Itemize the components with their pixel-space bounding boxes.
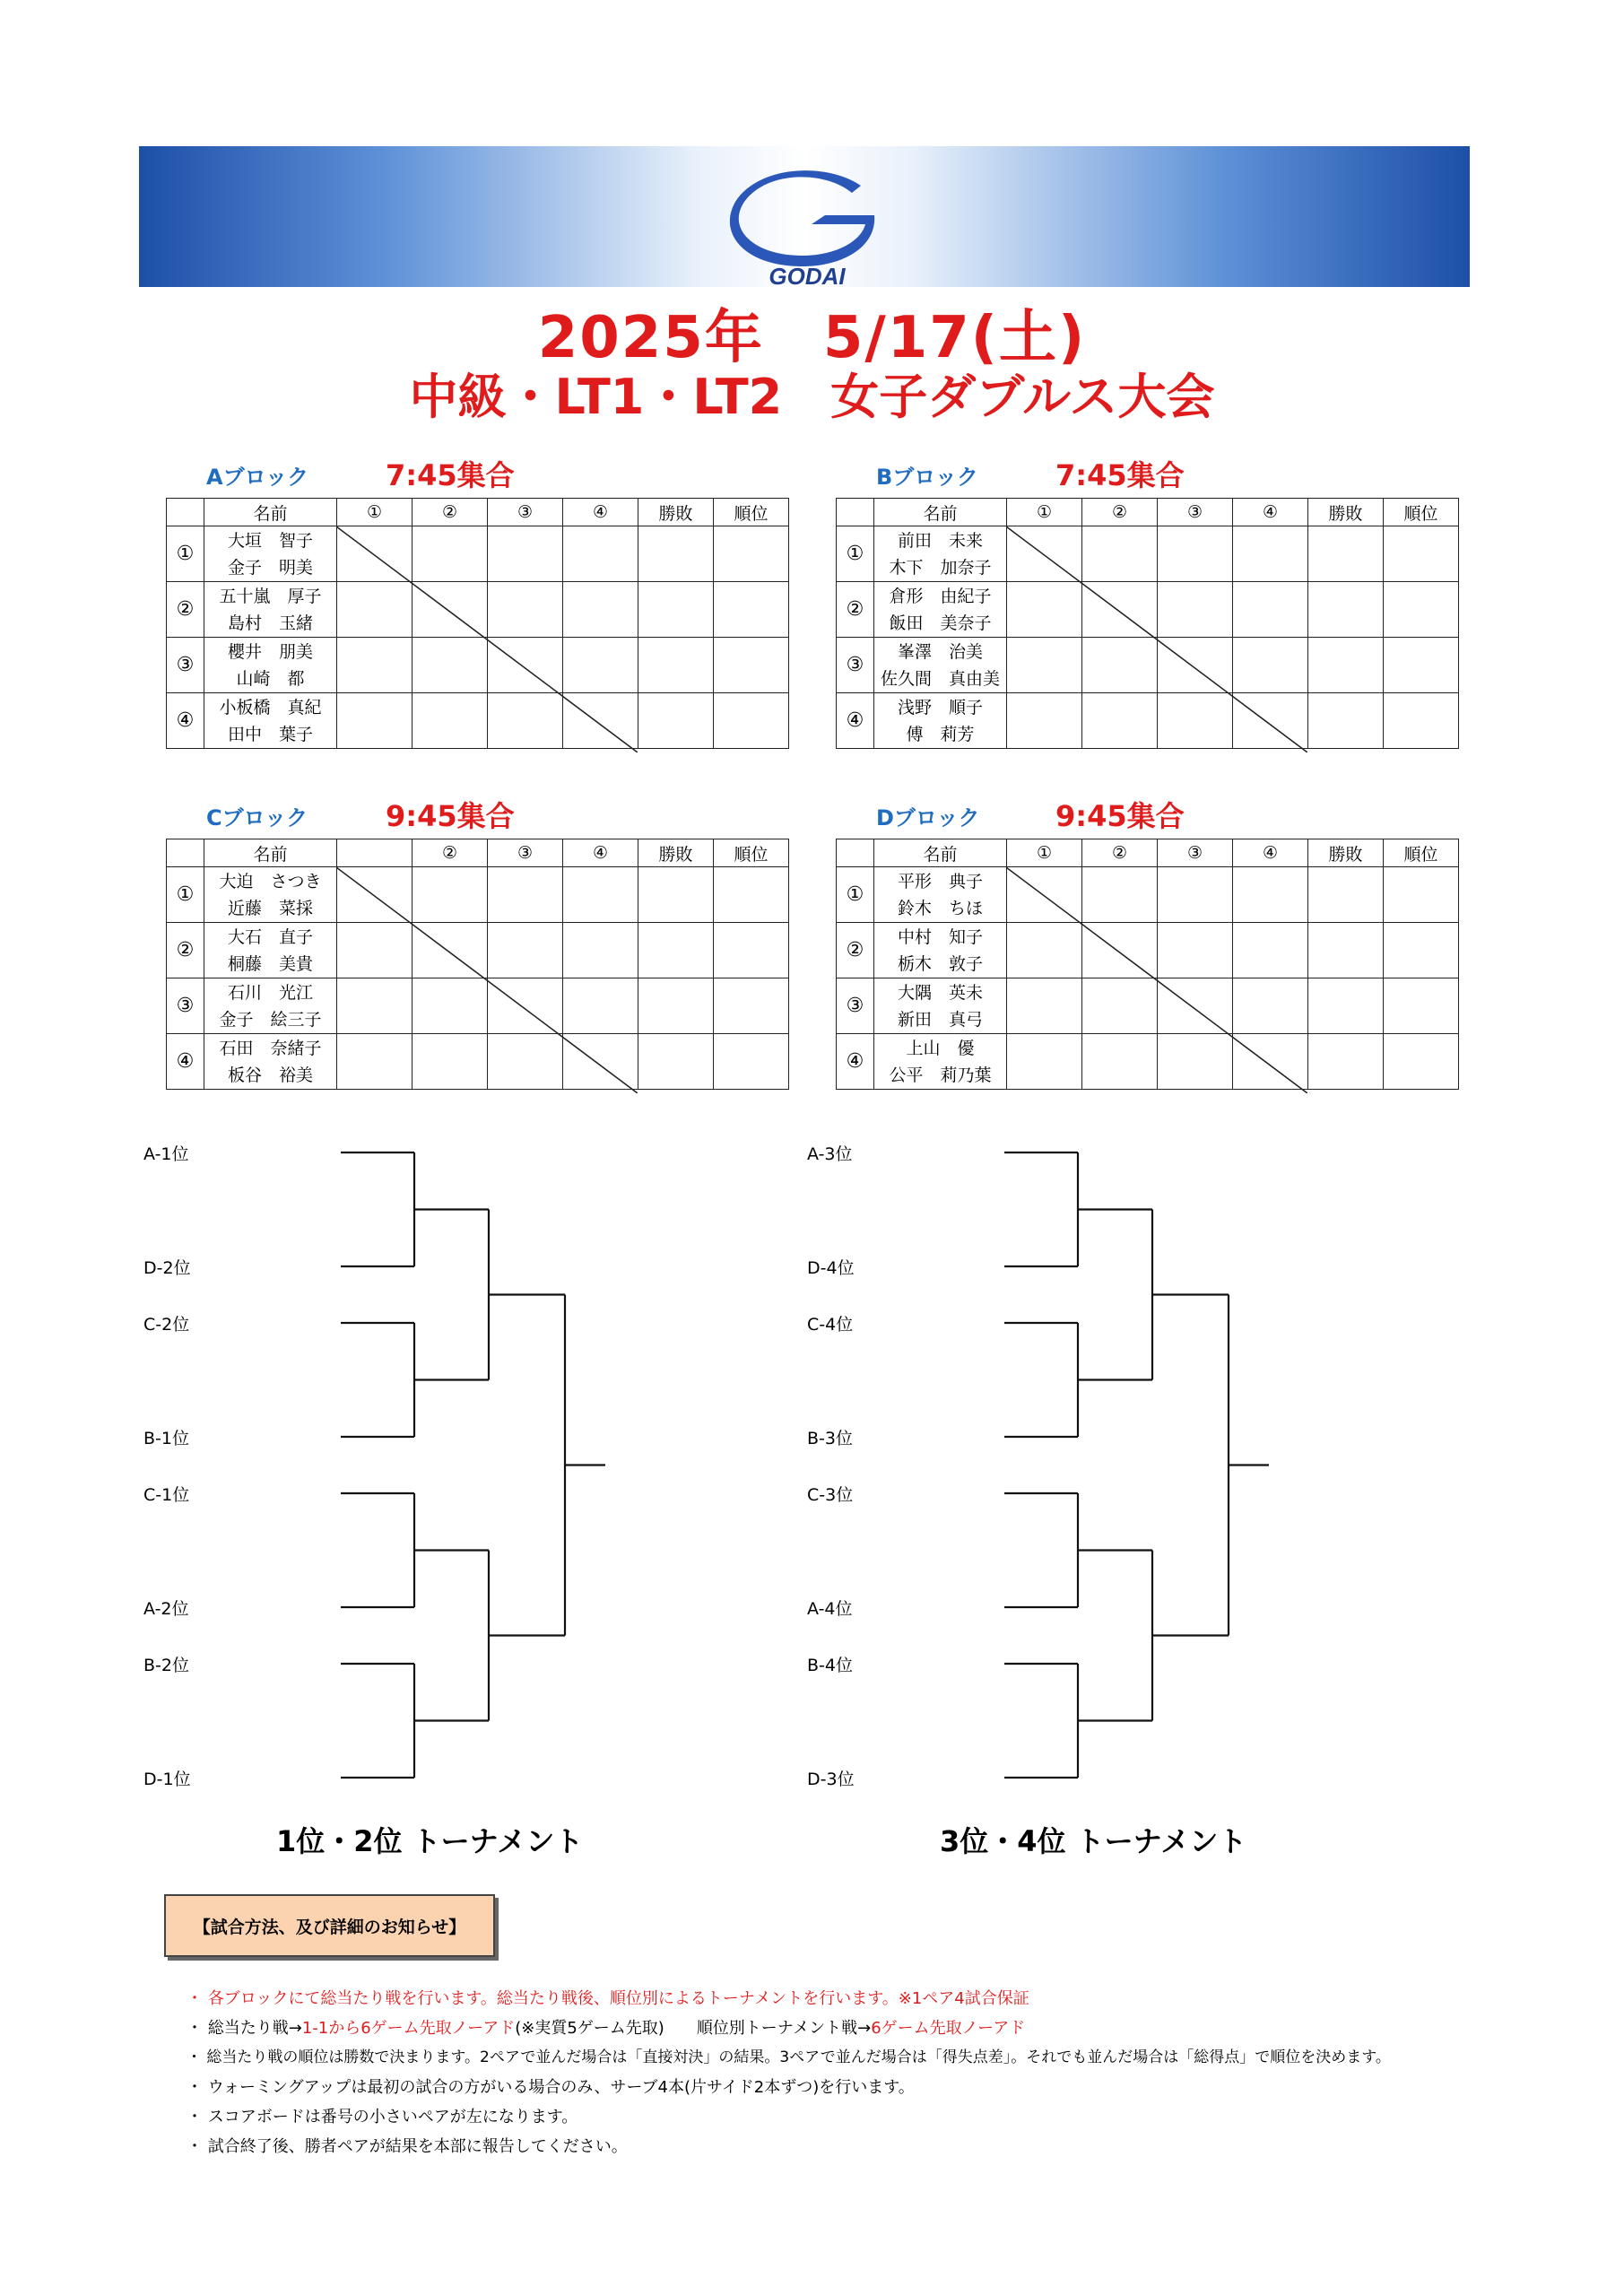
score-cell: [1158, 978, 1233, 1034]
header-cell: 勝敗: [638, 839, 714, 867]
tournament-title: 3位・4位 トーナメント: [940, 1824, 1247, 1858]
header-cell: ②: [1082, 499, 1158, 526]
notice-line: ・ 総当たり戦→1-1から6ゲーム先取ノーアド(※実質5ゲーム先取) 順位別トーナメント戦→6ゲーム先取ノーアド: [187, 2019, 1026, 2038]
score-cell: [1158, 638, 1233, 693]
pair-names: [204, 923, 337, 978]
pair-number: ④: [167, 693, 204, 749]
assembly-time: 9:45集合: [1055, 799, 1185, 833]
pair-number: ④: [167, 1034, 204, 1090]
score-cell: [1082, 693, 1158, 749]
header-cell: ③: [1158, 839, 1233, 867]
score-cell: [563, 582, 638, 638]
bracket-lines: [807, 1130, 1309, 1812]
score-cell: [488, 923, 563, 978]
score-cell: [1233, 867, 1308, 923]
score-cell: [488, 526, 563, 582]
score-cell: [1082, 867, 1158, 923]
pair-number: ①: [837, 867, 874, 923]
score-cell: [638, 526, 714, 582]
table-row: [167, 867, 789, 923]
seed-label: C-3位: [807, 1485, 854, 1505]
score-cell: [638, 638, 714, 693]
notice-line: ・ 試合終了後、勝者ペアが結果を本部に報告してください。: [187, 2137, 628, 2156]
player-name: 鈴木 ちほ: [897, 898, 983, 918]
score-cell: [638, 923, 714, 978]
score-cell: [1308, 978, 1384, 1034]
header-cell: 勝敗: [638, 499, 714, 526]
score-cell: [1082, 923, 1158, 978]
header-cell: ③: [488, 499, 563, 526]
player-name: 上山 優: [906, 1038, 975, 1058]
block-label: Cブロック: [206, 805, 308, 831]
assembly-time: 7:45集合: [386, 458, 515, 492]
player-name: 傅 莉芳: [906, 724, 975, 744]
pair-names: [204, 638, 337, 693]
pair-number: ①: [837, 526, 874, 582]
score-cell: [413, 978, 488, 1034]
notice-list: [187, 1984, 1478, 2161]
player-name: 田中 葉子: [227, 724, 313, 744]
player-name: 桐藤 美貴: [227, 953, 313, 974]
pair-number: ④: [837, 693, 874, 749]
score-cell: [1233, 526, 1308, 582]
score-cell: [488, 978, 563, 1034]
table-row: [167, 978, 789, 1034]
header-cell: ④: [563, 499, 638, 526]
header-cell: [337, 839, 413, 867]
score-cell: [1158, 867, 1233, 923]
player-name: 平形 典子: [897, 871, 983, 891]
score-cell: [1308, 867, 1384, 923]
player-name: 石田 奈緒子: [219, 1038, 322, 1058]
tournament-title: 1位・2位 トーナメント: [276, 1824, 584, 1858]
score-cell: [1384, 693, 1459, 749]
pair-number: ②: [837, 923, 874, 978]
header-cell: 順位: [714, 499, 789, 526]
pair-names: [874, 867, 1007, 923]
pair-number: ②: [837, 582, 874, 638]
seed-label: B-2位: [143, 1656, 189, 1675]
logo-text: GODAI: [769, 263, 846, 287]
score-cell: [337, 693, 413, 749]
header-cell: 名前: [874, 499, 1007, 526]
pair-names: [874, 978, 1007, 1034]
notice-line: ・ 各ブロックにて総当たり戦を行います。総当たり戦後、順位別によるトーナメントを行います。※1ペア4試合保証: [187, 1989, 1029, 2008]
header-cell: ②: [413, 499, 488, 526]
pair-number: ①: [167, 867, 204, 923]
pair-names: [874, 526, 1007, 582]
seed-label: C-1位: [143, 1485, 190, 1505]
header-cell: [167, 839, 204, 867]
header-cell: 順位: [714, 839, 789, 867]
player-name: 峯澤 治美: [897, 641, 983, 662]
score-cell: [1082, 1034, 1158, 1090]
header-cell: [167, 499, 204, 526]
header-cell: ④: [1233, 499, 1308, 526]
header-cell: 名前: [204, 839, 337, 867]
notice-line: ・ ウォーミングアップは最初の試合の方がいる場合のみ、サーブ4本(片サイド2本ずつ)を行います。: [187, 2078, 915, 2097]
header-cell: ②: [1082, 839, 1158, 867]
player-name: 佐久間 真由美: [880, 668, 1000, 689]
score-cell: [1308, 638, 1384, 693]
score-cell: [1007, 978, 1082, 1034]
seed-label: D-1位: [143, 1770, 191, 1789]
table-row: [837, 693, 1459, 749]
score-cell: [563, 978, 638, 1034]
score-cell: [337, 526, 413, 582]
pair-number: ③: [167, 638, 204, 693]
table-row: [167, 526, 789, 582]
player-name: 五十嵐 厚子: [219, 586, 322, 606]
score-cell: [714, 1034, 789, 1090]
score-cell: [337, 923, 413, 978]
score-cell: [413, 582, 488, 638]
score-cell: [1233, 638, 1308, 693]
notice-line: ・ スコアボードは番号の小さいペアが左になります。: [187, 2108, 578, 2126]
seed-label: D-4位: [807, 1258, 855, 1278]
score-cell: [638, 693, 714, 749]
score-cell: [413, 526, 488, 582]
table-row: [167, 923, 789, 978]
notice-title-box: 【試合方法、及び詳細のお知らせ】: [164, 1894, 495, 1957]
event-date: 2025年 5/17(土): [537, 305, 1087, 371]
round-robin-table: [166, 839, 789, 1090]
score-cell: [1384, 638, 1459, 693]
header-cell: ④: [1233, 839, 1308, 867]
pair-names: [874, 582, 1007, 638]
pair-names: [204, 582, 337, 638]
pair-names: [874, 923, 1007, 978]
score-cell: [1082, 638, 1158, 693]
seed-label: A-3位: [807, 1144, 853, 1164]
score-cell: [563, 693, 638, 749]
score-cell: [1308, 526, 1384, 582]
score-cell: [714, 638, 789, 693]
player-name: 石川 光江: [227, 982, 313, 1003]
player-name: 飯田 美奈子: [889, 613, 992, 633]
pair-names: [874, 693, 1007, 749]
score-cell: [1308, 582, 1384, 638]
score-cell: [1384, 978, 1459, 1034]
score-cell: [638, 582, 714, 638]
seed-label: A-1位: [143, 1144, 189, 1164]
seed-label: C-4位: [807, 1315, 854, 1335]
pair-number: ③: [837, 638, 874, 693]
player-name: 板谷 裕美: [227, 1065, 313, 1085]
score-cell: [337, 1034, 413, 1090]
score-cell: [1007, 638, 1082, 693]
header-cell: ①: [337, 499, 413, 526]
score-cell: [1158, 526, 1233, 582]
score-cell: [714, 582, 789, 638]
table-row: [837, 978, 1459, 1034]
player-name: 大垣 智子: [227, 530, 313, 551]
pair-number: ④: [837, 1034, 874, 1090]
player-name: 中村 知子: [897, 926, 983, 947]
score-cell: [413, 923, 488, 978]
player-name: 金子 明美: [227, 557, 313, 578]
score-cell: [714, 923, 789, 978]
player-name: 大迫 さつき: [219, 871, 322, 891]
pair-names: [204, 1034, 337, 1090]
score-cell: [638, 978, 714, 1034]
score-cell: [488, 693, 563, 749]
player-name: 金子 絵三子: [219, 1009, 322, 1030]
header-cell: 名前: [874, 839, 1007, 867]
score-cell: [413, 867, 488, 923]
event-title: 中級・LT1・LT2 女子ダブルス大会: [409, 369, 1215, 425]
header-cell: [837, 839, 874, 867]
player-name: 浅野 順子: [897, 697, 983, 718]
score-cell: [337, 638, 413, 693]
header-cell: 勝敗: [1308, 839, 1384, 867]
player-name: 栃木 敦子: [897, 953, 983, 974]
score-cell: [1308, 923, 1384, 978]
score-cell: [714, 978, 789, 1034]
score-cell: [563, 638, 638, 693]
pair-number: ②: [167, 582, 204, 638]
seed-label: A-4位: [807, 1599, 853, 1619]
block-label: Dブロック: [876, 805, 980, 831]
header-cell: 勝敗: [1308, 499, 1384, 526]
player-name: 大隅 英未: [897, 982, 983, 1003]
score-cell: [1007, 582, 1082, 638]
score-cell: [1007, 923, 1082, 978]
score-cell: [1082, 978, 1158, 1034]
assembly-time: 7:45集合: [1055, 458, 1185, 492]
header-cell: ③: [488, 839, 563, 867]
header-cell: [837, 499, 874, 526]
table-row: [837, 1034, 1459, 1090]
score-cell: [563, 923, 638, 978]
score-cell: [1384, 1034, 1459, 1090]
score-cell: [488, 1034, 563, 1090]
pair-number: ①: [167, 526, 204, 582]
player-name: 木下 加奈子: [889, 557, 992, 578]
score-cell: [337, 582, 413, 638]
score-cell: [488, 638, 563, 693]
seed-label: B-3位: [807, 1429, 853, 1448]
score-cell: [488, 867, 563, 923]
score-cell: [1158, 693, 1233, 749]
round-robin-table: [836, 498, 1459, 749]
score-cell: [1158, 582, 1233, 638]
score-cell: [1158, 923, 1233, 978]
score-cell: [1158, 1034, 1233, 1090]
bracket-lines: [143, 1130, 646, 1812]
header-cell: ③: [1158, 499, 1233, 526]
player-name: 島村 玉緒: [227, 613, 313, 633]
player-name: 櫻井 朋美: [227, 641, 313, 662]
score-cell: [1007, 526, 1082, 582]
score-cell: [563, 526, 638, 582]
score-cell: [1082, 582, 1158, 638]
header-cell: 名前: [204, 499, 337, 526]
table-row: [837, 867, 1459, 923]
table-row: [837, 923, 1459, 978]
pair-names: [204, 693, 337, 749]
player-name: 前田 未来: [897, 530, 983, 551]
table-row: [167, 1034, 789, 1090]
pair-number: ②: [167, 923, 204, 978]
godai-logo: [717, 166, 897, 287]
score-cell: [1384, 923, 1459, 978]
score-cell: [1384, 582, 1459, 638]
score-cell: [1082, 526, 1158, 582]
header-cell: ①: [1007, 499, 1082, 526]
score-cell: [1233, 978, 1308, 1034]
assembly-time: 9:45集合: [386, 799, 515, 833]
score-cell: [714, 693, 789, 749]
player-name: 公平 莉乃葉: [889, 1065, 992, 1085]
table-row: [167, 638, 789, 693]
player-name: 山崎 都: [236, 668, 305, 689]
seed-label: B-4位: [807, 1656, 853, 1675]
score-cell: [638, 1034, 714, 1090]
header-cell: 順位: [1384, 839, 1459, 867]
score-cell: [337, 978, 413, 1034]
seed-label: A-2位: [143, 1599, 189, 1619]
score-cell: [413, 638, 488, 693]
score-cell: [638, 867, 714, 923]
table-row: [167, 582, 789, 638]
score-cell: [1384, 526, 1459, 582]
seed-label: D-2位: [143, 1258, 191, 1278]
score-cell: [1233, 693, 1308, 749]
score-cell: [1233, 582, 1308, 638]
block-label: Bブロック: [876, 465, 978, 490]
score-cell: [488, 582, 563, 638]
score-cell: [1384, 867, 1459, 923]
score-cell: [413, 1034, 488, 1090]
score-cell: [1007, 693, 1082, 749]
header-cell: 順位: [1384, 499, 1459, 526]
score-cell: [1007, 867, 1082, 923]
player-name: 小板橋 真紀: [219, 697, 322, 718]
header-cell: ②: [413, 839, 488, 867]
header-cell: ①: [1007, 839, 1082, 867]
table-row: [837, 582, 1459, 638]
table-row: [167, 693, 789, 749]
score-cell: [714, 867, 789, 923]
seed-label: D-3位: [807, 1770, 855, 1789]
round-robin-table: [836, 839, 1459, 1090]
notice-line: ・ 総当たり戦の順位は勝数で決まります。2ペアで並んだ場合は「直接対決」の結果。3ペアで並んだ場合は「得失点差」。それでも並んだ場合は「総得点」で順位を決めます。: [187, 2048, 1391, 2066]
score-cell: [563, 1034, 638, 1090]
pair-number: ③: [167, 978, 204, 1034]
block-label: Aブロック: [206, 465, 309, 490]
score-cell: [337, 867, 413, 923]
pair-number: ③: [837, 978, 874, 1034]
player-name: 大石 直子: [227, 926, 313, 947]
score-cell: [1233, 923, 1308, 978]
pair-names: [874, 638, 1007, 693]
header-cell: ④: [563, 839, 638, 867]
score-cell: [714, 526, 789, 582]
seed-label: B-1位: [143, 1429, 189, 1448]
pair-names: [204, 867, 337, 923]
player-name: 近藤 菜採: [227, 898, 313, 918]
score-cell: [413, 693, 488, 749]
round-robin-table: [166, 498, 789, 749]
score-cell: [1233, 1034, 1308, 1090]
score-cell: [1308, 1034, 1384, 1090]
pair-names: [204, 978, 337, 1034]
pair-names: [204, 526, 337, 582]
player-name: 倉形 由紀子: [889, 586, 992, 606]
score-cell: [563, 867, 638, 923]
seed-label: C-2位: [143, 1315, 190, 1335]
score-cell: [1308, 693, 1384, 749]
player-name: 新田 真弓: [897, 1009, 983, 1030]
score-cell: [1007, 1034, 1082, 1090]
table-row: [837, 638, 1459, 693]
table-row: [837, 526, 1459, 582]
pair-names: [874, 1034, 1007, 1090]
